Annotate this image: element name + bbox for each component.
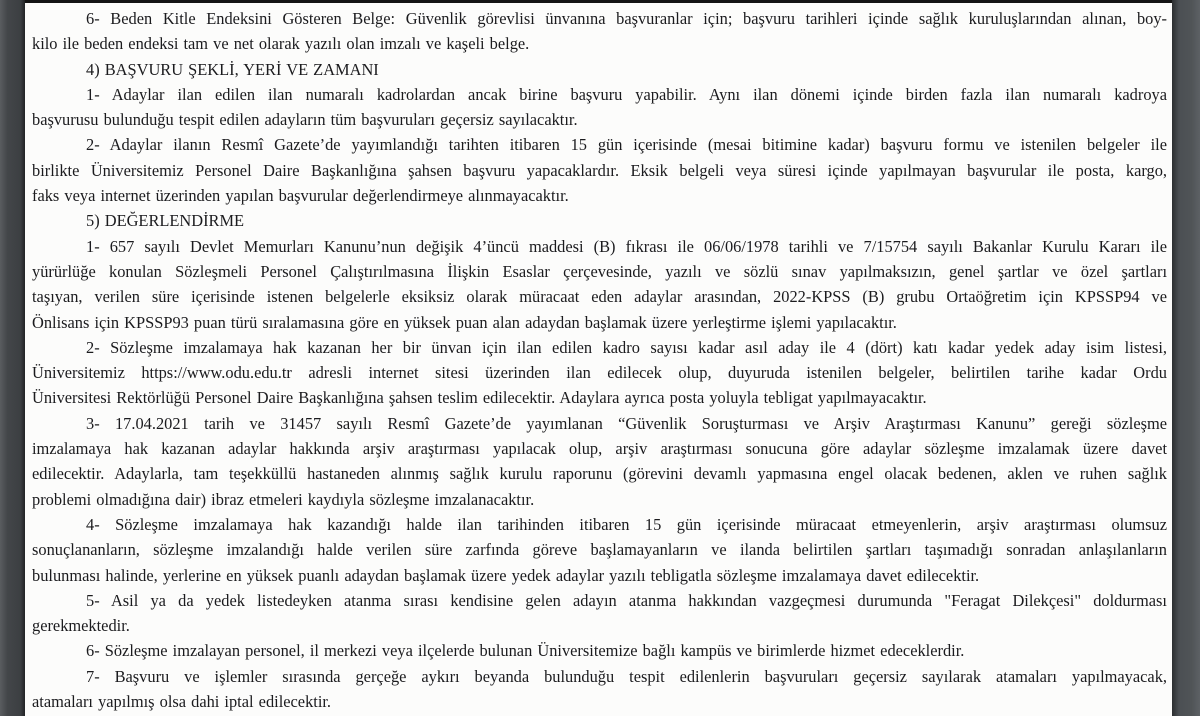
- text-line: Üniversitemiz https://www.odu.edu.tr adresli internet sitesi üzerinden ilan edilecek olup, duyuruda istenilen belgeler, belirtilen tarihe kadar Ordu: [32, 363, 1167, 383]
- text-line: 4- Sözleşme imzalamaya hak kazandığı halde ilan tarihinden itibaren 15 gün içerisinde müracaat etmeyenlerin, arşiv araştırması olumsuz: [86, 514, 1167, 534]
- text-line: 1- 657 sayılı Devlet Memurları Kanunu’nun değişik 4’üncü maddesi (B) fıkrası ile 06/06/1978 tarihli ve 7/15754 sayılı Bakanlar Kurulu Kararı ile: [86, 236, 1167, 256]
- text-line: birlikte Üniversitemiz Personel Daire Başkanlığına şahsen başvuru yapacaklardır. Eksik belgeli veya süresi içinde yapılmayan başvurular ile posta, kargo,: [32, 160, 1167, 180]
- document-paragraph: [32, 335, 1167, 411]
- text-line: 4) BAŞVURU ŞEKLİ, YERİ VE ZAMANI: [86, 59, 379, 79]
- document-page-content: [32, 6, 1167, 714]
- text-line: bulunması halinde, yerlerine en yüksek puanlı adaydan başlamak üzere yedek adaylar yazılı tebligatla sözleşme imzalamaya davet edilecektir.: [32, 565, 980, 585]
- document-page: [25, 0, 1172, 716]
- document-paragraph: [32, 6, 1167, 57]
- document-paragraph: [32, 234, 1167, 335]
- document-paragraph: [32, 411, 1167, 512]
- viewer-right-edge: [1172, 0, 1200, 716]
- text-line: 7- Başvuru ve işlemler sırasında gerçeğe aykırı beyanda bulunduğu tespit edilenlerin başvuruları geçersiz sayılarak atamaları yapılmayacak,: [86, 666, 1167, 686]
- text-line: taşıyan, verilen süre içerisinde istenen belgelerle eksiksiz olarak müracaat eden adaylar arasından, 2022-KPSS (B) grubu Ortaöğretim için KPSSP94 ve: [32, 287, 1167, 307]
- document-paragraph: [32, 588, 1167, 639]
- text-line: Üniversitesi Rektörlüğü Personel Daire Başkanlığına şahsen teslim edilecektir. Adaylara ayrıca posta yoluyla tebligat yapılmayacaktır.: [32, 388, 927, 408]
- text-line: 1- Adaylar ilan edilen ilan numaralı kadrolardan ancak birine başvuru yapabilir. Aynı ilan dönemi içinde birden fazla ilan numaralı kadroya: [86, 84, 1167, 104]
- text-line: gerekmektedir.: [32, 616, 130, 636]
- document-paragraph: [32, 512, 1167, 588]
- text-line: başvurusu bulunduğu tespit edilen adayların tüm başvuruları geçersiz sayılacaktır.: [32, 110, 578, 130]
- viewer-left-edge: [0, 0, 25, 716]
- text-line: Önlisans için KPSSP93 puan türü sıralamasına göre en yüksek puan alan adaydan başlamak üzere yerleştirme işlemi yapılacaktır.: [32, 312, 897, 332]
- text-line: imzalamaya hak kazanan adaylar hakkında arşiv araştırması yapılacak olup, arşiv araştırması sonucuna göre adaylar sözleşme imzalamak üzere davet: [32, 439, 1167, 459]
- text-line: 3- 17.04.2021 tarih ve 31457 sayılı Resmî Gazete’de yayımlanan “Güvenlik Soruşturması ve Arşiv Araştırması Kanunu” gereği sözleşme: [86, 413, 1167, 433]
- text-line: 2- Sözleşme imzalamaya hak kazanan her bir ünvan için ilan edilen kadro sayısı kadar asıl aday ile 4 (dört) katı kadar yedek aday isim listesi,: [86, 337, 1167, 357]
- section-heading: [32, 57, 1167, 82]
- text-line: atamaları yapılmış olsa dahi iptal edilecektir.: [32, 692, 332, 712]
- text-line: yürürlüğe konulan Sözleşmeli Personel Çalıştırılmasına İlişkin Esaslar çerçevesinde, yazılı ve sözlü sınav yapılmaksızın, genel şartlar ve özel şartları: [32, 261, 1167, 281]
- document-paragraph: [32, 82, 1167, 133]
- document-paragraph: [32, 638, 1167, 663]
- text-line: faks veya internet üzerinden yapılan başvurular değerlendirmeye alınmayacaktır.: [32, 186, 569, 206]
- section-heading: [32, 208, 1167, 233]
- text-line: 5) DEĞERLENDİRME: [86, 211, 245, 231]
- text-line: 5- Asil ya da yedek listedeyken atanma sırası kendisine gelen adayın atanma hakkından vazgeçmesi durumunda "Feragat Dilekçesi" doldurması: [86, 590, 1167, 610]
- text-line: problemi olmadığına dair) ibraz etmeleri kaydıyla sözleşme imzalanacaktır.: [32, 489, 535, 509]
- document-paragraph: [32, 664, 1167, 715]
- document-paragraph: [32, 132, 1167, 208]
- text-line: 2- Adaylar ilanın Resmî Gazete’de yayımlandığı tarihten itibaren 15 gün içerisinde (mesai bitimine kadar) başvuru formu ve istenilen belgeler ile: [86, 135, 1167, 155]
- text-line: kilo ile beden endeksi tam ve net olarak yazılı olan imzalı ve kaşeli belge.: [32, 34, 530, 54]
- text-line: edilecektir. Adaylarla, tam teşekküllü hastaneden alınmış sağlık kurulu raporunu (görevini devamlı yapmasına engel olacak bedenen, aklen ve ruhen sağlık: [32, 464, 1167, 484]
- text-line: 6- Sözleşme imzalayan personel, il merkezi veya ilçelerde bulunan Üniversitemize bağlı kampüs ve birimlerde hizmet edeceklerdir.: [86, 641, 965, 661]
- text-line: sonuçlananların, sözleşme imzalandığı halde verilen süre zarfında göreve başlamayanların ve ilanda belirtilen şartları taşımadığı sonradan anlaşılanların: [32, 540, 1167, 560]
- text-line: 6- Beden Kitle Endeksini Gösteren Belge: Güvenlik görevlisi ünvanına başvuranlar için; başvuru tarihleri içinde sağlık kuruluşlarından alınan, boy-: [86, 9, 1167, 28]
